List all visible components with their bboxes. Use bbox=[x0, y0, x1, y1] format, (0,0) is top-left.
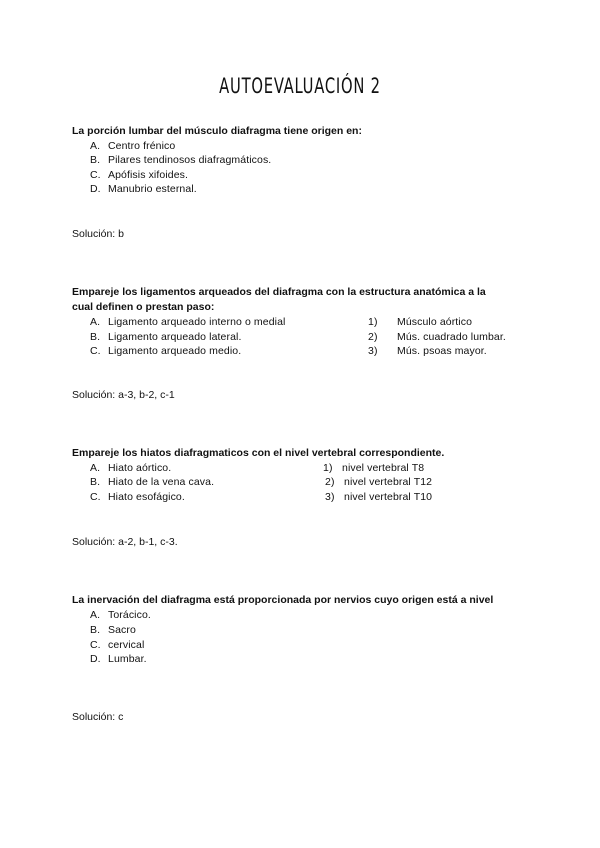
match-number: 3) bbox=[325, 491, 335, 503]
option-letter: B. bbox=[90, 624, 101, 636]
q3-right-2 bbox=[325, 475, 433, 489]
option-letter: A. bbox=[90, 316, 101, 328]
question-1-solution: Solución: b bbox=[72, 228, 124, 240]
option-letter: C. bbox=[90, 491, 101, 503]
match-text: Músculo aórtico bbox=[397, 316, 473, 328]
option-letter: A. bbox=[90, 140, 101, 152]
option-text: Ligamento arqueado lateral. bbox=[108, 331, 242, 343]
option-text: cervical bbox=[108, 639, 145, 651]
question-4-solution: Solución: c bbox=[72, 711, 124, 723]
option-text: Centro frénico bbox=[108, 140, 176, 152]
match-number: 2) bbox=[325, 476, 335, 488]
match-number: 2) bbox=[368, 331, 378, 343]
question-1-text: La porción lumbar del músculo diafragma tiene origen en: bbox=[72, 125, 362, 137]
match-text: Mús. cuadrado lumbar. bbox=[397, 331, 506, 343]
option-letter: D. bbox=[90, 653, 101, 665]
q2-right-3 bbox=[368, 344, 487, 358]
match-number: 1) bbox=[323, 462, 333, 474]
option-letter: C. bbox=[90, 345, 101, 357]
option-letter: A. bbox=[90, 462, 101, 474]
match-number: 3) bbox=[368, 345, 378, 357]
option-text: Lumbar. bbox=[108, 653, 147, 665]
question-2-text-line-2: cual definen o prestan paso: bbox=[72, 301, 215, 313]
q3-right-1 bbox=[323, 461, 425, 475]
option-text: Sacro bbox=[108, 624, 136, 636]
q3-right-3 bbox=[325, 490, 433, 504]
match-text: Mús. psoas mayor. bbox=[397, 345, 487, 357]
question-2-solution: Solución: a-3, b-2, c-1 bbox=[72, 389, 175, 401]
match-number: 1) bbox=[368, 316, 378, 328]
match-text: nivel vertebral T12 bbox=[344, 476, 433, 488]
option-letter: A. bbox=[90, 609, 101, 621]
match-text: nivel vertebral T8 bbox=[342, 462, 425, 474]
question-3-solution: Solución: a-2, b-1, c-3. bbox=[72, 536, 178, 548]
option-text: Torácico. bbox=[108, 609, 151, 621]
match-text: nivel vertebral T10 bbox=[344, 491, 433, 503]
option-letter: C. bbox=[90, 169, 101, 181]
question-2-text-line-1: Empareje los ligamentos arqueados del diafragma con la estructura anatómica a la bbox=[72, 286, 486, 298]
option-letter: B. bbox=[90, 476, 101, 488]
option-text: Apófisis xifoides. bbox=[108, 169, 189, 181]
option-text: Ligamento arqueado medio. bbox=[108, 345, 242, 357]
option-text: Manubrio esternal. bbox=[108, 183, 197, 195]
q2-right-2 bbox=[368, 330, 506, 344]
question-4-text: La inervación del diafragma está proporcionada por nervios cuyo origen está a nivel bbox=[72, 594, 494, 606]
option-letter: D. bbox=[90, 183, 101, 195]
option-letter: B. bbox=[90, 331, 101, 343]
option-text: Hiato esofágico. bbox=[108, 491, 185, 503]
option-text: Pilares tendinosos diafragmáticos. bbox=[108, 154, 272, 166]
page-title: AUTOEVALUACIÓN 2 bbox=[219, 74, 381, 98]
q2-right-1 bbox=[368, 315, 473, 329]
option-text: Hiato de la vena cava. bbox=[108, 476, 215, 488]
option-text: Hiato aórtico. bbox=[108, 462, 172, 474]
option-text: Ligamento arqueado interno o medial bbox=[108, 316, 286, 328]
question-3-text: Empareje los hiatos diafragmaticos con el nivel vertebral correspondiente. bbox=[72, 447, 445, 459]
option-letter: C. bbox=[90, 639, 101, 651]
option-letter: B. bbox=[90, 154, 101, 166]
